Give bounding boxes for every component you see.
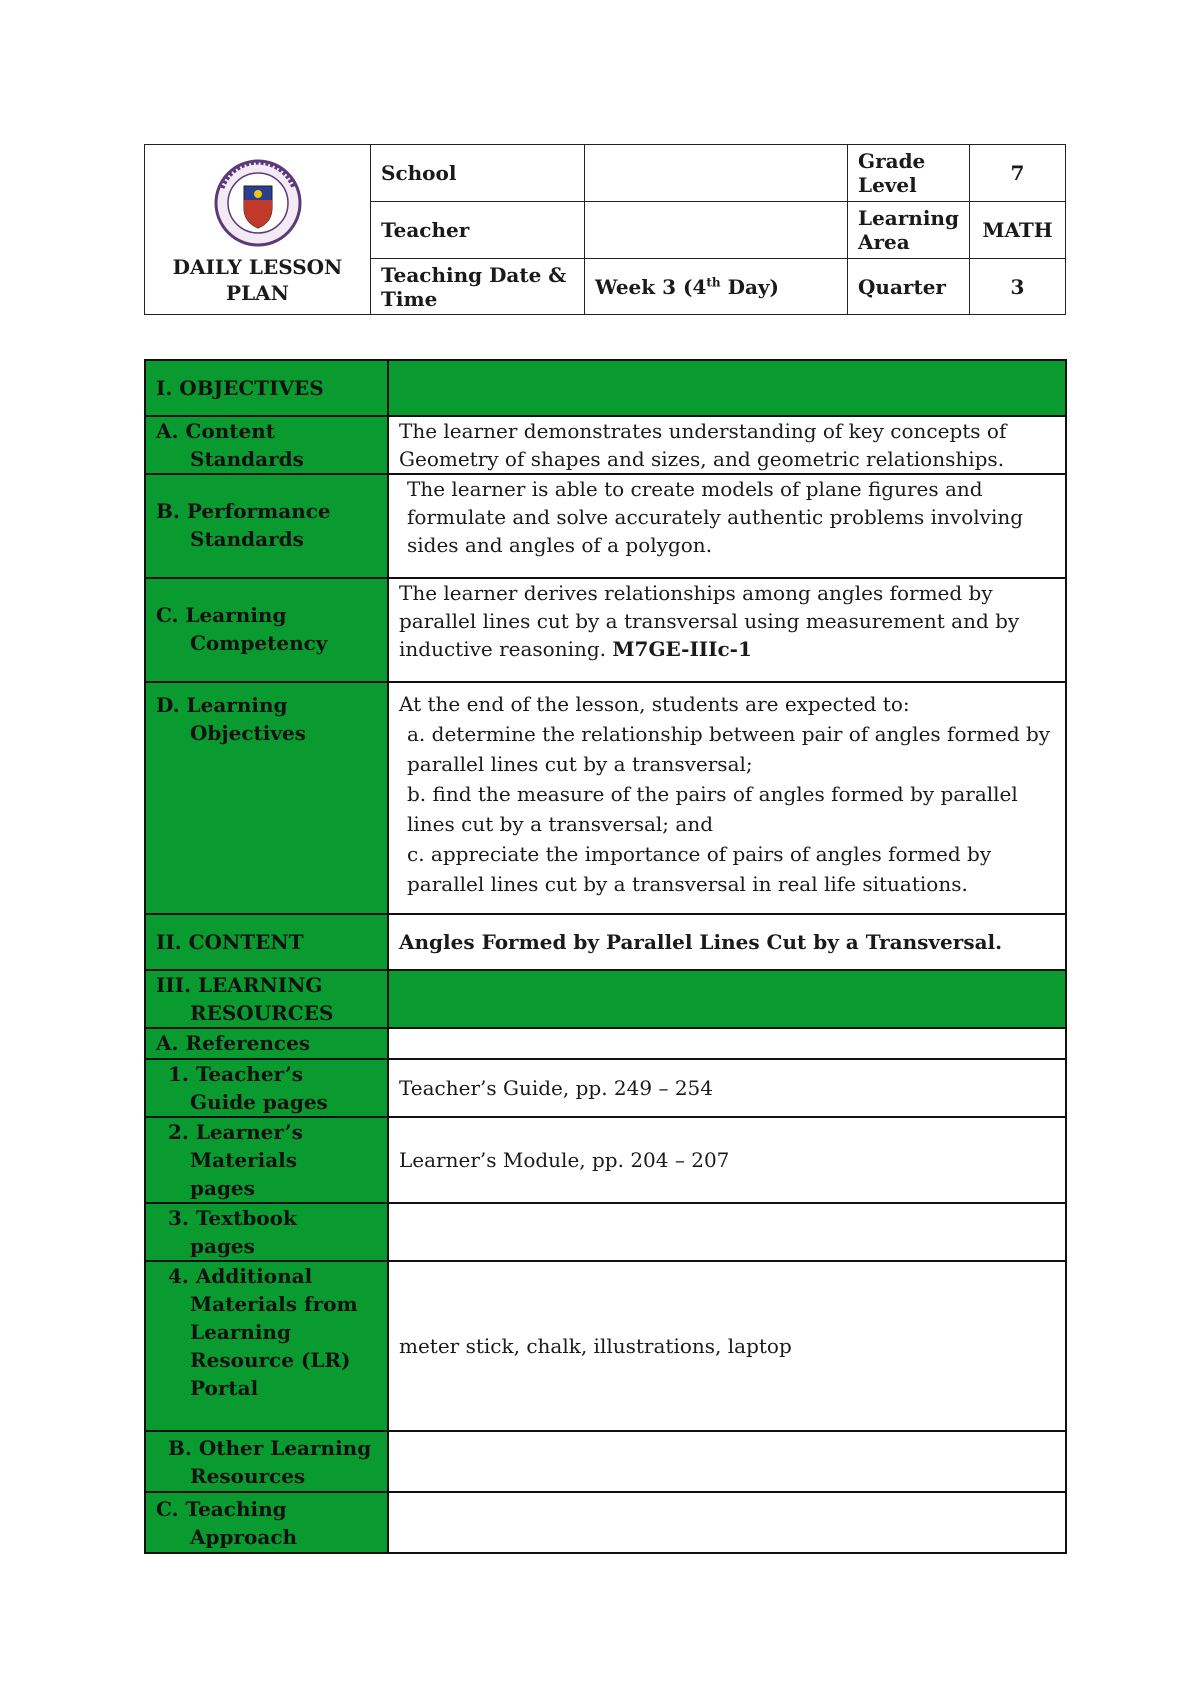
row-teachers-guide <box>145 1059 1066 1117</box>
row-content-standards <box>145 416 1066 474</box>
learning-competency-label: C. Learning Competency <box>145 578 388 682</box>
row-textbook <box>145 1203 1066 1261</box>
grade-level-value: 7 <box>970 145 1066 202</box>
additional-materials-value: meter stick, chalk, illustrations, laptop <box>388 1261 1066 1431</box>
row-learning-competency <box>145 578 1066 682</box>
doc-title: DAILY LESSON PLAN <box>172 255 343 305</box>
learning-resources-fill <box>388 970 1066 1028</box>
objective-c: c. appreciate the importance of pairs of angles formed by parallel lines cut by a transversal in real life situations. <box>407 842 992 896</box>
row-objectives <box>145 360 1066 416</box>
header-table <box>144 144 1066 315</box>
row-additional-materials <box>145 1261 1066 1431</box>
content-standards-label: A. Content Standards <box>145 416 388 474</box>
row-content <box>145 914 1066 970</box>
lesson-plan-table <box>144 359 1067 1554</box>
learning-area-label: Learning Area <box>848 202 970 259</box>
deped-seal-icon <box>208 158 308 248</box>
row-references <box>145 1028 1066 1059</box>
objectives-intro: At the end of the lesson, students are expected to: <box>399 692 910 716</box>
other-resources-value <box>388 1431 1066 1492</box>
teachers-guide-value: Teacher’s Guide, pp. 249 – 254 <box>388 1059 1066 1117</box>
row-learners-materials <box>145 1117 1066 1203</box>
references-value <box>388 1028 1066 1059</box>
textbook-value <box>388 1203 1066 1261</box>
performance-standards-label: B. Performance Standards <box>145 474 388 578</box>
teaching-approach-label: C. Teaching Approach <box>145 1492 388 1553</box>
learners-materials-label: 2. Learner’s Materials pages <box>145 1117 388 1203</box>
row-other-resources <box>145 1431 1066 1492</box>
grade-level-label: Grade Level <box>848 145 970 202</box>
content-standards-value: The learner demonstrates understanding of key concepts of Geometry of shapes and sizes, and geometric relationships. <box>388 416 1066 474</box>
learning-objectives-value <box>388 682 1066 914</box>
references-label: A. References <box>145 1028 388 1059</box>
content-value: Angles Formed by Parallel Lines Cut by a Transversal. <box>388 914 1066 970</box>
teaching-date-label: Teaching Date & Time <box>371 259 585 315</box>
logo-cell <box>145 145 371 315</box>
quarter-label: Quarter <box>848 259 970 315</box>
row-teaching-approach <box>145 1492 1066 1553</box>
objective-b: b. find the measure of the pairs of angles formed by parallel lines cut by a transversal; and <box>407 782 1018 836</box>
teaching-approach-value <box>388 1492 1066 1553</box>
row-performance-standards <box>145 474 1066 578</box>
quarter-value: 3 <box>970 259 1066 315</box>
teachers-guide-label: 1. Teacher’s Guide pages <box>145 1059 388 1117</box>
learning-competency-value: The learner derives relationships among angles formed by parallel lines cut by a transversal using measurement and by inductive reasoning. M7GE-IIIc-1 <box>388 578 1066 682</box>
competency-code: M7GE-IIIc-1 <box>612 637 752 661</box>
row-learning-objectives <box>145 682 1066 914</box>
teaching-date-value: Week 3 (4th Day) <box>585 259 848 315</box>
other-resources-label: B. Other Learning Resources <box>145 1431 388 1492</box>
learners-materials-value: Learner’s Module, pp. 204 – 207 <box>388 1117 1066 1203</box>
learning-resources-label: III. LEARNING RESOURCES <box>145 970 388 1028</box>
school-field[interactable] <box>585 145 848 202</box>
objective-a: a. determine the relationship between pair of angles formed by parallel lines cut by a transversal; <box>407 722 1051 776</box>
additional-materials-label: 4. Additional Materials from Learning Resource (LR) Portal <box>145 1261 388 1431</box>
textbook-label: 3. Textbook pages <box>145 1203 388 1261</box>
learning-area-value: MATH <box>970 202 1066 259</box>
learning-objectives-label: D. Learning Objectives <box>145 682 388 914</box>
objectives-header-fill <box>388 360 1066 416</box>
content-label: II. CONTENT <box>145 914 388 970</box>
teacher-field[interactable] <box>585 202 848 259</box>
objectives-heading: I. OBJECTIVES <box>145 360 388 416</box>
performance-standards-value: The learner is able to create models of plane figures and formulate and solve accurately authentic problems involving sides and angles of a polygon. <box>388 474 1066 578</box>
teacher-label: Teacher <box>371 202 585 259</box>
row-learning-resources <box>145 970 1066 1028</box>
school-label: School <box>371 145 585 202</box>
